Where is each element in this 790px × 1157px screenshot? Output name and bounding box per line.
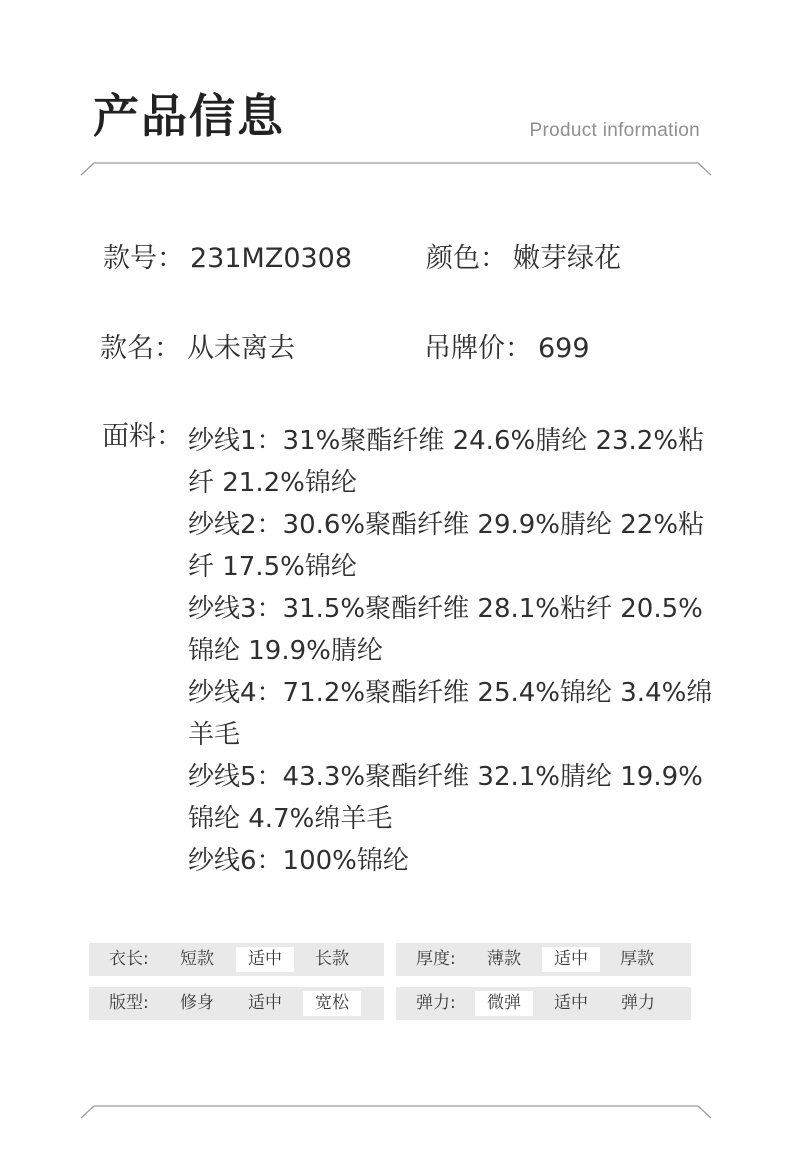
yarn-item: 纱线4：71.2%聚酯纤维 25.4%锦纶 3.4%绵羊毛 [188,678,713,750]
thickness-option: 厚款 [620,949,654,969]
elasticity-attribute-bar [396,987,691,1020]
elasticity-option: 微弹 [475,991,533,1016]
elasticity-option: 弹力 [621,993,655,1013]
length-option: 长款 [315,949,349,969]
thickness-label: 厚度: [416,949,456,969]
tag-price-value: 699 [538,333,590,364]
fit-option: 宽松 [303,991,361,1016]
length-option: 适中 [236,947,294,972]
tag-price-label: 吊牌价： [424,333,532,364]
thickness-option: 适中 [542,947,600,972]
color-row [426,242,621,276]
fit-option: 适中 [248,993,282,1013]
yarn-item: 纱线3：31.5%聚酯纤维 28.1%粘纤 20.5%锦纶 19.9%腈纶 [188,594,703,666]
page-title: 产品信息 [93,89,285,143]
bottom-divider [80,1103,712,1119]
length-label: 衣长: [109,949,149,969]
length-option: 短款 [180,949,214,969]
elasticity-label: 弹力: [416,993,456,1013]
style-number-row [103,242,352,276]
elasticity-option: 适中 [554,993,588,1013]
style-name-value: 从未离去 [187,333,295,364]
thickness-option: 薄款 [487,949,521,969]
length-attribute-bar [89,943,384,976]
style-name-label: 款名： [100,333,181,364]
fit-label: 版型: [109,993,149,1013]
tag-price-row [424,332,590,366]
style-number-value: 231MZ0308 [190,243,353,274]
color-label: 颜色： [426,243,507,274]
thickness-attribute-bar [396,943,691,976]
fit-attribute-bar [89,987,384,1020]
style-name-row [100,332,295,366]
yarn-item: 纱线1：31%聚酯纤维 24.6%腈纶 23.2%粘纤 21.2%锦纶 [188,426,705,498]
yarn-item: 纱线6：100%锦纶 [188,846,409,876]
page-subtitle: Product information [529,120,700,141]
style-number-label: 款号： [103,243,184,274]
yarn-item: 纱线5：43.3%聚酯纤维 32.1%腈纶 19.9%锦纶 4.7%绵羊毛 [188,762,703,834]
fit-option: 修身 [180,993,214,1013]
yarn-item: 纱线2：30.6%聚酯纤维 29.9%腈纶 22%粘纤 17.5%锦纶 [188,510,705,582]
top-divider [80,160,712,176]
fabric-composition-list [188,420,728,882]
fabric-label: 面料： [102,421,183,452]
color-value: 嫩芽绿花 [513,243,621,274]
